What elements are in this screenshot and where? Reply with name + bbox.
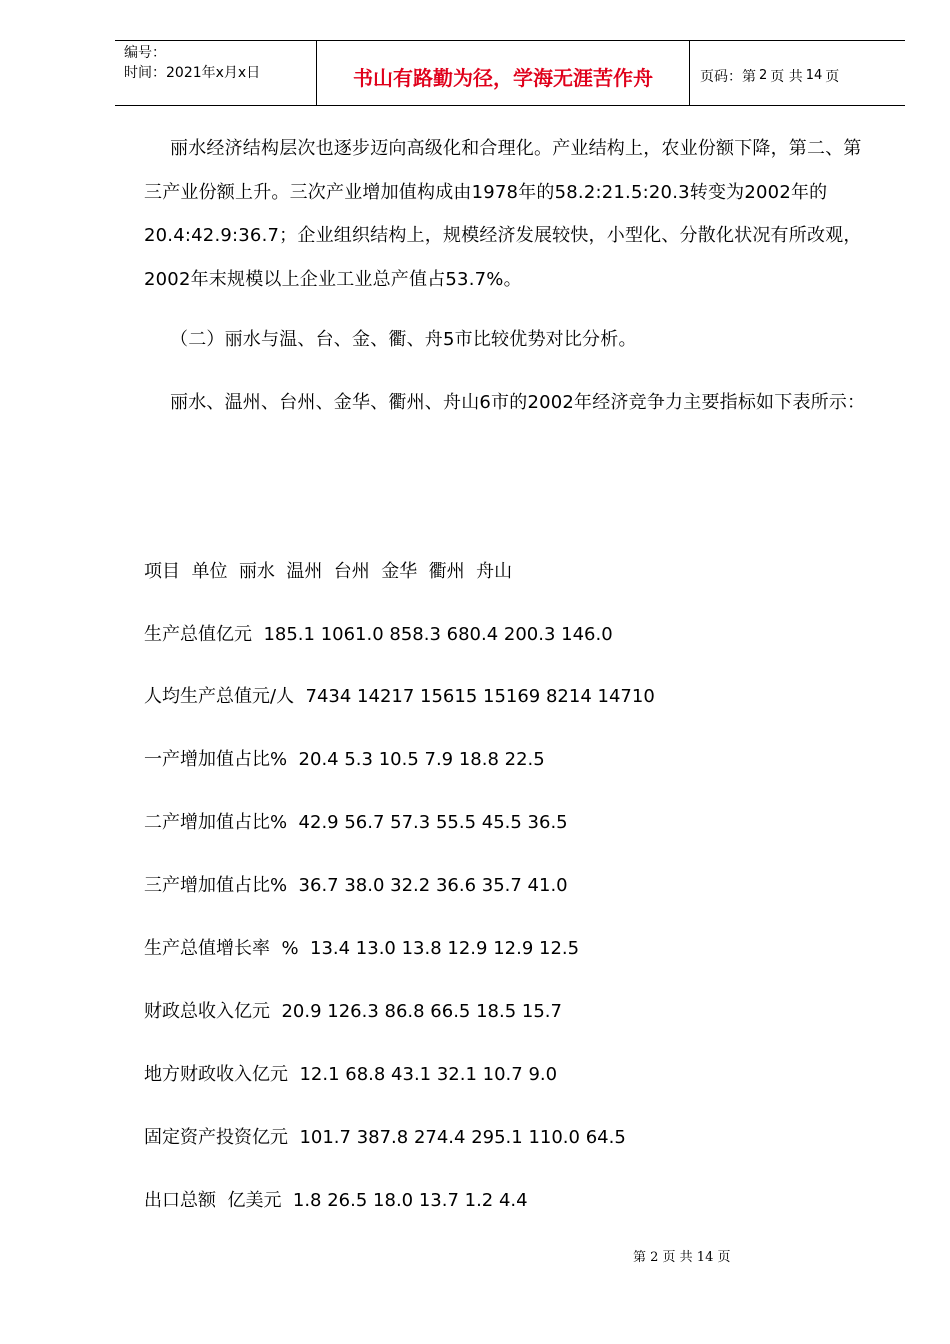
paragraph-structure: 丽水经济结构层次也逐步迈向高级化和合理化。产业结构上，农业份额下降，第二、第三产业份额上升。三次产业增加值构成由1978年的58.2:21.5:20.3转变为2002年的20.4:42.9:36.7；企业组织结构上，规模经济发展较快，小型化、分散化状况有所改观，2002年末规模以上企业工业总产值占53.7%。 [144, 138, 862, 290]
header-meta [124, 43, 316, 83]
page-mid: 页 共 [770, 68, 803, 85]
paragraph-table-intro: 丽水、温州、台州、金华、衢州、舟山6市的2002年经济竞争力主要指标如下表所示： [170, 392, 866, 413]
header-motto: 书山有路勤为径，学海无涯苦作舟 [316, 41, 690, 106]
code-label: 编号： [124, 45, 166, 61]
table-row: 财政总收入亿元 20.9 126.3 86.8 66.5 18.5 15.7 [144, 1001, 562, 1022]
table-row: 生产总值增长率 % 13.4 13.0 13.8 12.9 12.9 12.5 [144, 938, 580, 959]
table-row: 固定资产投资亿元 101.7 387.8 274.4 295.1 110.0 64.5 [144, 1127, 626, 1148]
paragraph-section-heading: （二）丽水与温、台、金、衢、舟5市比较优势对比分析。 [170, 329, 637, 350]
table-row: 人均生产总值元/人 7434 14217 15615 15169 8214 14710 [144, 686, 655, 707]
table-row: 地方财政收入亿元 12.1 68.8 43.1 32.1 10.7 9.0 [144, 1064, 558, 1085]
page-total: 14 [805, 68, 823, 83]
page-num: 2 [759, 68, 768, 83]
table-row: 出口总额 亿美元 1.8 26.5 18.0 13.7 1.2 4.4 [144, 1190, 528, 1211]
page-prefix: 页码：第 [700, 68, 756, 85]
page-header [115, 40, 905, 106]
time-label: 时间：2021年x月x日 [124, 65, 261, 81]
page-footer: 第 2 页 共 14 页 [633, 1250, 731, 1265]
table-row: 项目 单位 丽水 温州 台州 金华 衢州 舟山 [144, 561, 513, 582]
header-page-number [700, 41, 839, 106]
table-row: 二产增加值占比% 42.9 56.7 57.3 55.5 45.5 36.5 [144, 812, 568, 833]
table-row: 一产增加值占比% 20.4 5.3 10.5 7.9 18.8 22.5 [144, 749, 545, 770]
page-suffix: 页 [825, 68, 840, 85]
table-row: 生产总值亿元 185.1 1061.0 858.3 680.4 200.3 146.0 [144, 624, 613, 645]
table-row: 三产增加值占比% 36.7 38.0 32.2 36.6 35.7 41.0 [144, 875, 568, 896]
